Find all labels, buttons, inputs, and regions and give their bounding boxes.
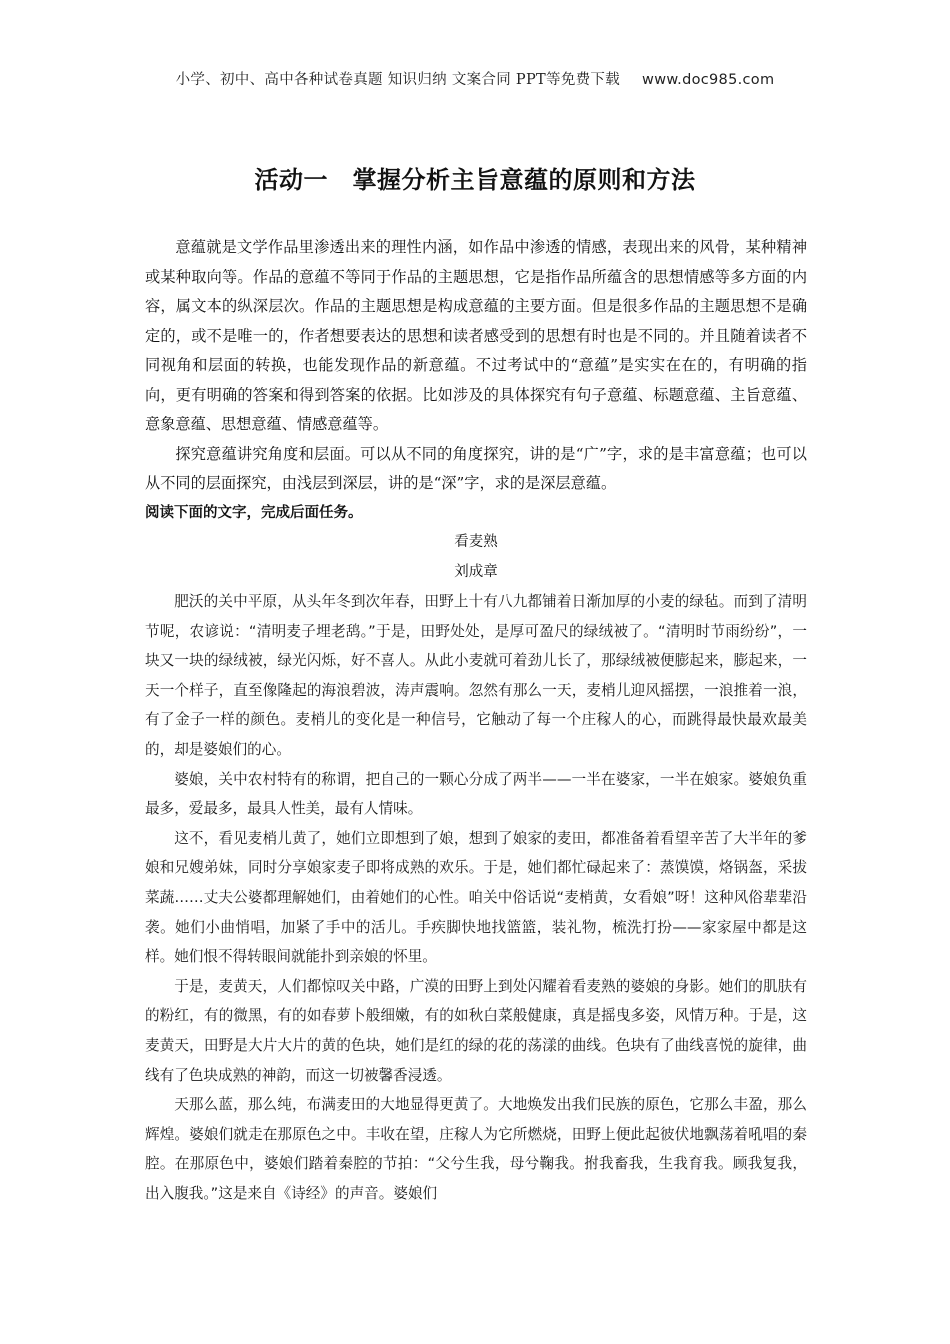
intro-paragraph-1: 意蕴就是文学作品里渗透出来的理性内涵，如作品中渗透的情感，表现出来的风骨，某种精神或某种取向等。作品的意蕴不等同于作品的主题思想，它是指作品所蕴含的思想情感等多方面的内容，属文本的纵深层次。作品的主题思想是构成意蕴的主要方面。但是很多作品的主题思想不是确定的，或不是唯一的，作者想要表达的思想和读者感受到的思想有时也是不同的。并且随着读者不同视角和层面的转换，也能发现作品的新意蕴。不过考试中的“意蕴”是实实在在的，有明确的指向，更有明确的答案和得到答案的依据。比如涉及的具体探究有句子意蕴、标题意蕴、主旨意蕴、意象意蕴、思想意蕴、情感意蕴等。 — [145, 238, 807, 433]
passage-paragraph-3: 这不，看见麦梢儿黄了，她们立即想到了娘，想到了娘家的麦田，都准备着看望辛苦了大半年的爹娘和兄嫂弟妹，同时分享娘家麦子即将成熟的欢乐。于是，她们都忙碌起来了：蒸馍馍，烙锅盔，采拔菜蔬……丈夫公婆都理解她们，由着她们的心性。咱关中俗话说“麦梢黄，女看娘”呀！这种风俗辈辈沿袭。她们小曲悄唱，加紧了手中的活儿。手疾脚快地找篮篮，装礼物，梳洗打扮——家家屋中都是这样。她们恨不得转眼间就能扑到亲娘的怀里。 — [145, 829, 807, 966]
document-body — [145, 233, 807, 1208]
page-title: 活动一 掌握分析主旨意蕴的原则和方法 — [254, 166, 696, 194]
page-header — [0, 68, 950, 89]
task-instruction: 阅读下面的文字，完成后面任务。 — [145, 504, 363, 521]
passage-body — [145, 587, 807, 1208]
passage-paragraph-1: 肥沃的关中平原，从头年冬到次年春，田野上十有八九都铺着日渐加厚的小麦的绿毡。而到了清明节呢，农谚说：“清明麦子埋老鸹。”于是，田野处处，是厚可盈尺的绿绒被了。“清明时节雨纷纷”，一块又一块的绿绒被，绿光闪烁，好不喜人。从此小麦就可着劲儿长了，那绿绒被便膨起来，膨起来，一天一个样子，直至像隆起的海浪碧波，涛声震响。忽然有那么一天，麦梢儿迎风摇摆，一浪推着一浪，有了金子一样的颜色。麦梢儿的变化是一种信号，它触动了每一个庄稼人的心，而跳得最快最欢最美的，却是婆娘们的心。 — [145, 593, 807, 758]
header-text: 小学、初中、高中各种试卷真题 知识归纳 文案合同 PPT等免费下载 — [175, 72, 621, 88]
passage-paragraph-4: 于是，麦黄天，人们都惊叹关中路，广漠的田野上到处闪耀着看麦熟的婆娘的身影。她们的肌肤有的粉红，有的微黑，有的如春萝卜般细嫩，有的如秋白菜般健康，真是摇曳多姿，风情万种。于是，这麦黄天，田野是大片大片的黄的色块，她们是红的绿的花的荡漾的曲线。色块有了曲线喜悦的旋律，曲线有了色块成熟的神韵，而这一切被馨香浸透。 — [145, 977, 807, 1084]
passage-title: 看麦熟 — [454, 534, 498, 550]
passage-paragraph-5: 天那么蓝，那么纯，布满麦田的大地显得更黄了。大地焕发出我们民族的原色，它那么丰盈，那么辉煌。婆娘们就走在那原色之中。丰收在望，庄稼人为它所燃烧，田野上便此起彼伏地飘荡着吼唱的秦腔。在那原色中，婆娘们踏着秦腔的节拍：“父兮生我，母兮鞠我。拊我畜我，生我育我。顾我复我，出入腹我。”这是来自《诗经》的声音。婆娘们 — [145, 1096, 807, 1202]
header-site: www.doc985.com — [642, 72, 775, 88]
passage-author: 刘成章 — [454, 563, 498, 580]
passage-paragraph-2: 婆娘，关中农村特有的称谓，把自己的一颗心分成了两半——一半在婆家，一半在娘家。婆娘负重最多，爱最多，最具人性美，最有人情味。 — [145, 770, 807, 818]
intro-paragraph-2: 探究意蕴讲究角度和层面。可以从不同的角度探究，讲的是“广”字，求的是丰富意蕴；也可以从不同的层面探究，由浅层到深层，讲的是“深”字，求的是深层意蕴。 — [145, 444, 807, 492]
